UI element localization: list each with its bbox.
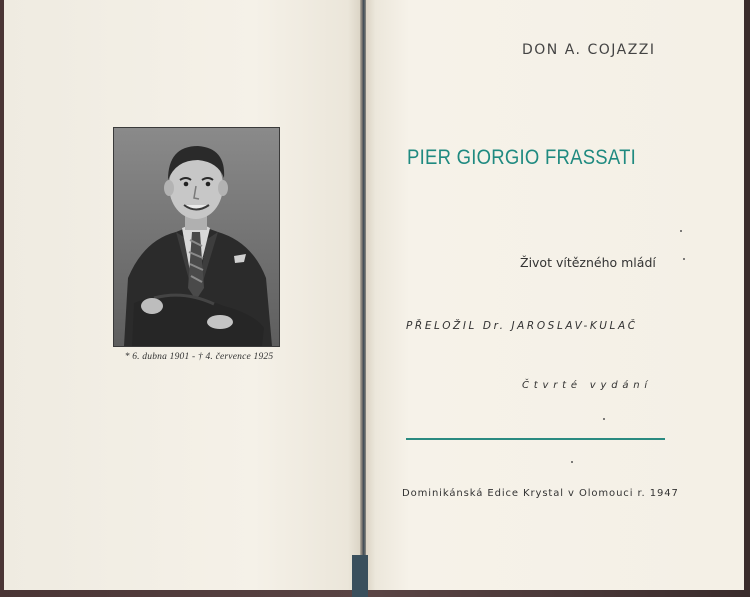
right-page [364, 0, 744, 590]
book-title: PIER GIORGIO FRASSATI [407, 146, 637, 169]
paper-speck [683, 258, 685, 260]
edition-label: Čtvrté vydání [522, 380, 653, 391]
publisher-imprint: Dominikánská Edice Krystal v Olomouci r. 1947 [402, 488, 679, 499]
title-rule [406, 438, 665, 440]
binding-strip [352, 555, 368, 597]
author-name: DON A. COJAZZI [522, 42, 656, 58]
portrait-image [114, 128, 279, 346]
portrait-caption: * 6. dubna 1901 - † 4. července 1925 [124, 352, 274, 362]
portrait-photo [113, 127, 280, 347]
paper-speck [680, 230, 682, 232]
paper-speck [571, 461, 573, 463]
translator-credit: PŘELOŽIL Dr. JAROSLAV-KULAČ [406, 320, 638, 332]
book-gutter [360, 0, 366, 597]
left-page [4, 0, 362, 590]
paper-speck [603, 418, 605, 420]
book-subtitle: Život vítězného mládí [520, 255, 656, 270]
